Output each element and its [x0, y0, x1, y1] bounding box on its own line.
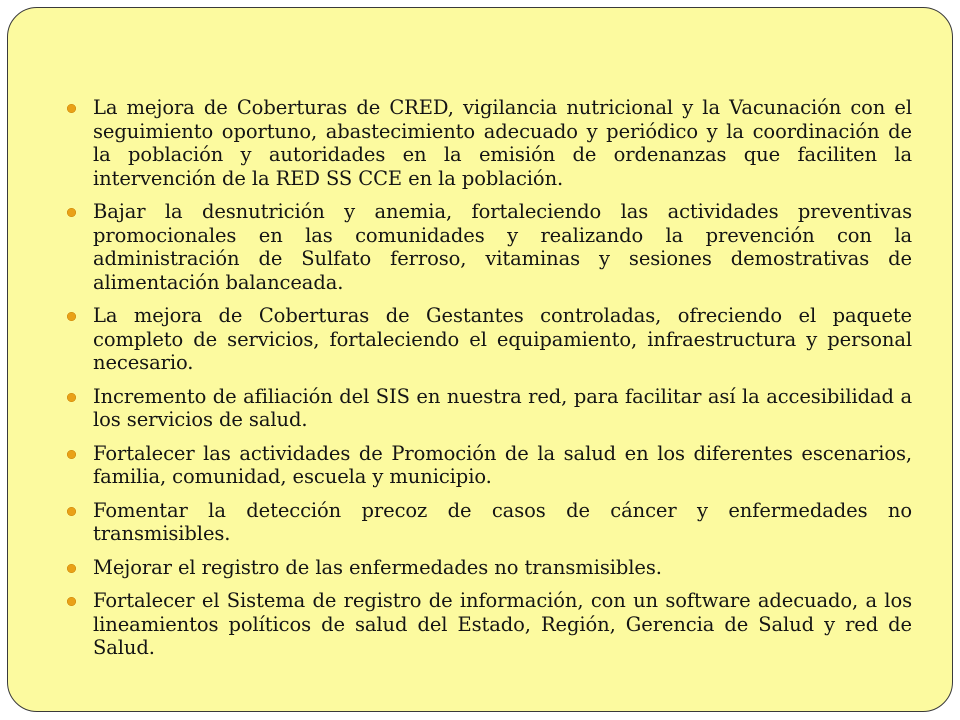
bullet-item-promocion [80, 442, 912, 489]
bullet-text: Fortalecer las actividades de Promoción de la salud en los diferentes escenarios, familia, comunidad, escuela y municipio. [93, 441, 912, 488]
bullet-dot-icon [67, 312, 76, 321]
bullet-item-desnutricion [80, 200, 912, 294]
bullet-dot-icon [67, 597, 76, 606]
bullet-dot-icon [67, 564, 76, 573]
bullet-item-sistema [80, 589, 912, 660]
bullet-item-gestantes [80, 304, 912, 375]
bullet-item-cred [80, 96, 912, 190]
bullet-list [80, 96, 912, 670]
bullet-dot-icon [67, 208, 76, 217]
bullet-text: La mejora de Coberturas de Gestantes controladas, ofreciendo el paquete completo de servicios, fortaleciendo el equipamiento, infraestructura y personal necesario. [93, 304, 912, 374]
bullet-dot-icon [67, 393, 76, 402]
bullet-text: Bajar la desnutrición y anemia, fortaleciendo las actividades preventivas promocionales en las comunidades y realizando la prevención con la administración de Sulfato ferroso, vitaminas y sesiones demostrativas de alimentación balanceada. [93, 200, 912, 294]
bullet-item-sis [80, 385, 912, 432]
bullet-text: Fomentar la detección precoz de casos de cáncer y enfermedades no transmisibles. [93, 498, 912, 545]
bullet-item-cancer [80, 499, 912, 546]
bullet-item-registro [80, 556, 912, 580]
bullet-text: Fortalecer el Sistema de registro de información, con un software adecuado, a los lineamientos políticos de salud del Estado, Región, Gerencia de Salud y red de Salud. [93, 589, 912, 659]
bullet-dot-icon [67, 450, 76, 459]
bullet-text: Mejorar el registro de las enfermedades no transmisibles. [93, 555, 662, 579]
slide-panel [7, 7, 953, 712]
bullet-text: Incremento de afiliación del SIS en nuestra red, para facilitar así la accesibilidad a los servicios de salud. [93, 384, 912, 431]
bullet-text: La mejora de Coberturas de CRED, vigilancia nutricional y la Vacunación con el seguimiento oportuno, abastecimiento adecuado y periódico y la coordinación de la población y autoridades en la emisión de ordenanzas que faciliten la intervención de la RED SS CCE en la población. [93, 96, 912, 190]
bullet-dot-icon [67, 104, 76, 113]
bullet-dot-icon [67, 507, 76, 516]
